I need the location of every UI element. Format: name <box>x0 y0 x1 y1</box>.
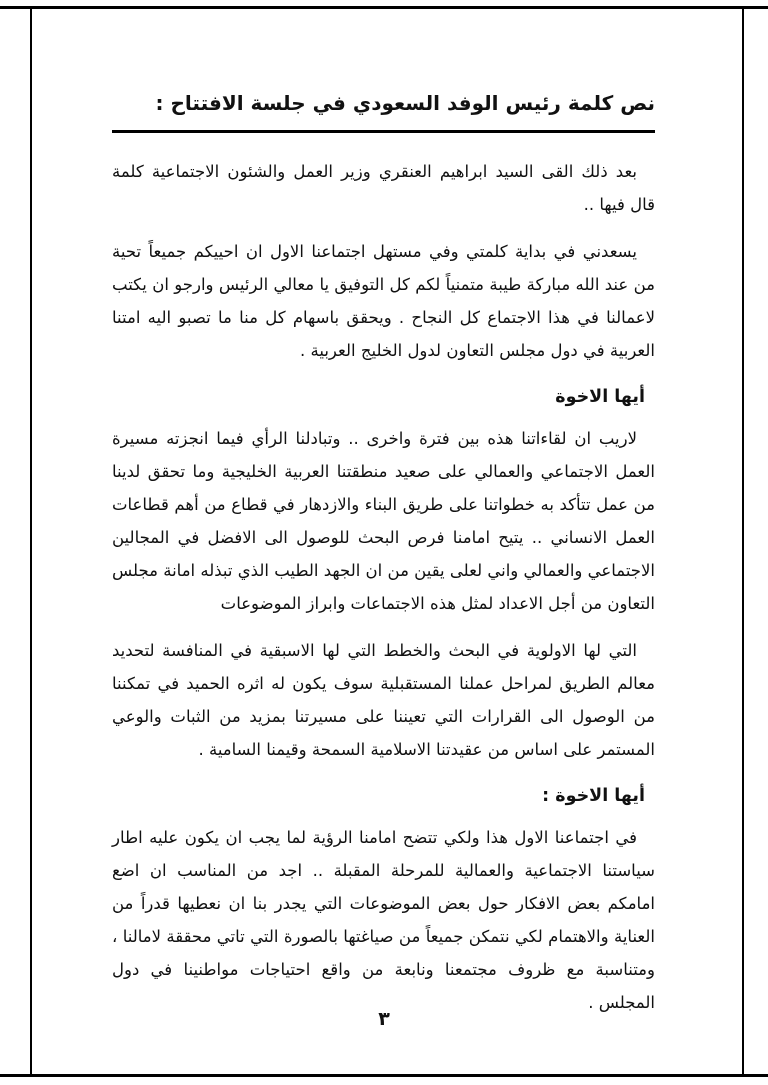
page-title: نص كلمة رئيس الوفد السعودي في جلسة الافتتاح : <box>155 91 655 115</box>
page-number: ٣ <box>378 1008 390 1030</box>
document-content <box>112 88 655 1033</box>
section-heading: أيها الاخوة : <box>542 786 645 806</box>
paragraph: التي لها الاولوية في البحث والخطط التي لها الاسبقية في المنافسة لتحديد معالم الطريق لمراحل عملنا المستقبلية سوف يكون له اثره الحميد في تمكننا من الوصول الى القرارات التي تعيننا على مسيرتنا بمزيد من الثبات والوعي المستمر على اساس من عقيدتنا الاسلامية السمحة وقيمنا السامية . <box>112 641 655 759</box>
paragraph: بعد ذلك القى السيد ابراهيم العنقري وزير العمل والشئون الاجتماعية كلمة قال فيها .. <box>112 162 655 214</box>
scan-border-bottom <box>0 1074 768 1077</box>
scan-border-top <box>0 6 768 9</box>
scan-border-right <box>742 6 744 1077</box>
section-heading: أيها الاخوة <box>555 387 645 407</box>
paragraph: يسعدني في بداية كلمتي وفي مستهل اجتماعنا الاول ان احييكم جميعاً تحية من عند الله مباركة طيبة متمنياً لكم كل التوفيق يا معالي الرئيس وارجو ان يكتب لاعمالنا في هذا الاجتماع كل النجاح . ويحقق باسهام كل منا ما تصبو اليه امتنا العربية في دول مجلس التعاون لدول الخليج العربية . <box>112 242 655 360</box>
title-underline <box>112 130 655 133</box>
paragraph: لاريب ان لقاءاتنا هذه بين فترة واخرى .. وتبادلنا الرأي فيما انجزته مسيرة العمل الاجتماعي والعمالي على صعيد منطقتنا العربية الخليجية وما تحقق لدينا من عمل تتأكد به خطواتنا على طريق البناء والازدهار في قطاع من أهم قطاعات العمل الانساني .. يتيح امامنا فرص البحث للوصول الى الافضل في المجالين الاجتماعي والعمالي واني لعلى يقين من ان الجهد الطيب الذي تبذله امانة مجلس التعاون من أجل الاعداد لمثل هذه الاجتماعات وابراز الموضوعات <box>112 429 655 613</box>
scan-border-left <box>30 6 32 1077</box>
paragraph: في اجتماعنا الاول هذا ولكي تتضح امامنا الرؤية لما يجب ان يكون عليه اطار سياستنا الاجتماعية والعمالية للمرحلة المقبلة .. اجد من المناسب ان اضع امامكم بعض الافكار حول بعض الموضوعات التي يجدر بنا ان نعطيها قدراً من العناية والاهتمام لكي نتمكن جميعاً من صياغتها بالصورة التي تاتي محققة لامالنا ، ومتناسبة مع ظروف مجتمعنا ونابعة من واقع احتياجات مواطنينا في دول المجلس . <box>112 828 655 1012</box>
